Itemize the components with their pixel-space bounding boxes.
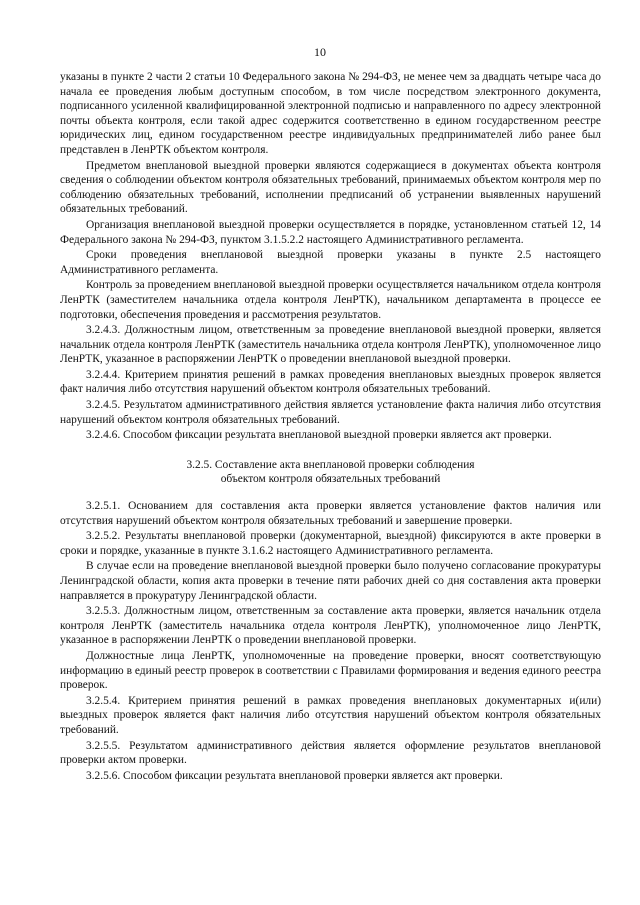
section-heading bbox=[60, 458, 601, 487]
paragraph-organization: Организация внеплановой выездной проверки осуществляется в порядке, установленном статьей 12, 14 Федерального закона № 294-ФЗ, пунктом 3.1.5.2.2 настоящего Административного регламента. bbox=[60, 218, 601, 246]
paragraph-3-2-4-3: 3.2.4.3. Должностным лицом, ответственным за проведение внеплановой выездной проверки, является начальник отдела контроля ЛенРТК (заместитель начальника отдела контроля ЛенРТК), уполномоченное лицо ЛенРТК, указанное в распоряжении ЛенРТК о проведении внеплановой выездной проверки. bbox=[60, 324, 601, 366]
paragraph-3-2-4-4: 3.2.4.4. Критерием принятия решений в рамках проведения внеплановых выездных проверок является факт наличия либо отсутствия нарушений объектом контроля обязательных требований. bbox=[60, 368, 601, 396]
paragraph-3-2-4-5: 3.2.4.5. Результатом административного действия является установление факта наличия либо отсутствия нарушений объектом контроля обязательных требований. bbox=[60, 399, 601, 426]
paragraph-3-2-5-1: 3.2.5.1. Основанием для составления акта проверки является установление фактов наличия или отсутствия нарушений объектом контроля обязательных требований и завершение проверки. bbox=[60, 500, 601, 527]
paragraph-3-2-5-5: 3.2.5.5. Результатом административного действия является оформление результатов внеплановой проверки актом проверки. bbox=[60, 739, 601, 767]
section-heading-line-2: объектом контроля обязательных требований bbox=[220, 473, 441, 486]
paragraph-control: Контроль за проведением внеплановой выездной проверки осуществляется начальником отдела контроля ЛенРТК (заместителем начальника отдела контроля ЛенРТК), начальником департамента в процессе ее подготовки, обеспечения проведения и рассмотрения результатов. bbox=[60, 279, 601, 321]
section-heading-line-1: 3.2.5. Составление акта внеплановой проверки соблюдения bbox=[186, 458, 475, 471]
paragraph-3-2-5-6: 3.2.5.6. Способом фиксации результата внеплановой проверки является акт проверки. bbox=[86, 769, 503, 782]
paragraph-3-2-5-3: 3.2.5.3. Должностным лицом, ответственным за составление акта проверки, является начальник отдела контроля ЛенРТК (заместитель начальника отдела контроля ЛенРТК), уполномоченное лицо ЛенРТК, указанное в распоряжении ЛенРТК о проведении внеплановой проверки. bbox=[60, 605, 601, 647]
paragraph-3-2-5-2: 3.2.5.2. Результаты внеплановой проверки (документарной, выездной) фиксируются в акте проверки в сроки и порядке, указанные в пункте 3.1.6.2 настоящего Административного регламента. bbox=[60, 530, 601, 557]
paragraph-prosecutor: В случае если на проведение внеплановой выездной проверки было получено согласование прокуратуры Ленинградской области, копия акта проверки в течение пяти рабочих дней со дня составления акта проверки направляется в прокуратуру Ленинградской области. bbox=[60, 560, 601, 602]
paragraph-continuation: указаны в пункте 2 части 2 статьи 10 Федерального закона № 294-ФЗ, не менее чем за двадцать четыре часа до начала ее проведения любым доступным способом, в том числе посредством электронного документа, подписанного усиленной квалифицированной электронной подписью и направленного по адресу электронной почты объекта контроля, если такой адрес содержится соответственно в едином государственном реестре юридических лиц, едином государственном реестре индивидуальных предпринимателей либо ранее был представлен в ЛенРТК объектом контроля. bbox=[60, 71, 601, 156]
paragraph-terms: Сроки проведения внеплановой выездной проверки указаны в пункте 2.5 настоящего Административного регламента. bbox=[60, 249, 601, 276]
page-number: 10 bbox=[314, 45, 326, 59]
paragraph-3-2-5-4: 3.2.5.4. Критерием принятия решений в рамках проведения внеплановых документарных и(или) выездных проверок является факт наличия либо отсутствия нарушений объектом контроля обязательных требований. bbox=[60, 694, 601, 736]
paragraph-3-2-4-6: 3.2.4.6. Способом фиксации результата внеплановой выездной проверки является акт проверки. bbox=[86, 429, 552, 442]
document-body bbox=[60, 70, 601, 784]
paragraph-registry: Должностные лица ЛенРТК, уполномоченные на проведение проверки, вносят соответствующую информацию в единый реестр проверок в соответствии с Правилами формирования и ведения единого реестра проверок. bbox=[60, 649, 601, 692]
paragraph-subject: Предметом внеплановой выездной проверки являются содержащиеся в документах объекта контроля сведения о соблюдении объектом контроля обязательных требований, принимаемых объектом контроля мер по соблюдению обязательных требований, исполнении предписаний об устранении выявленных нарушений обязательных требований. bbox=[60, 159, 601, 216]
